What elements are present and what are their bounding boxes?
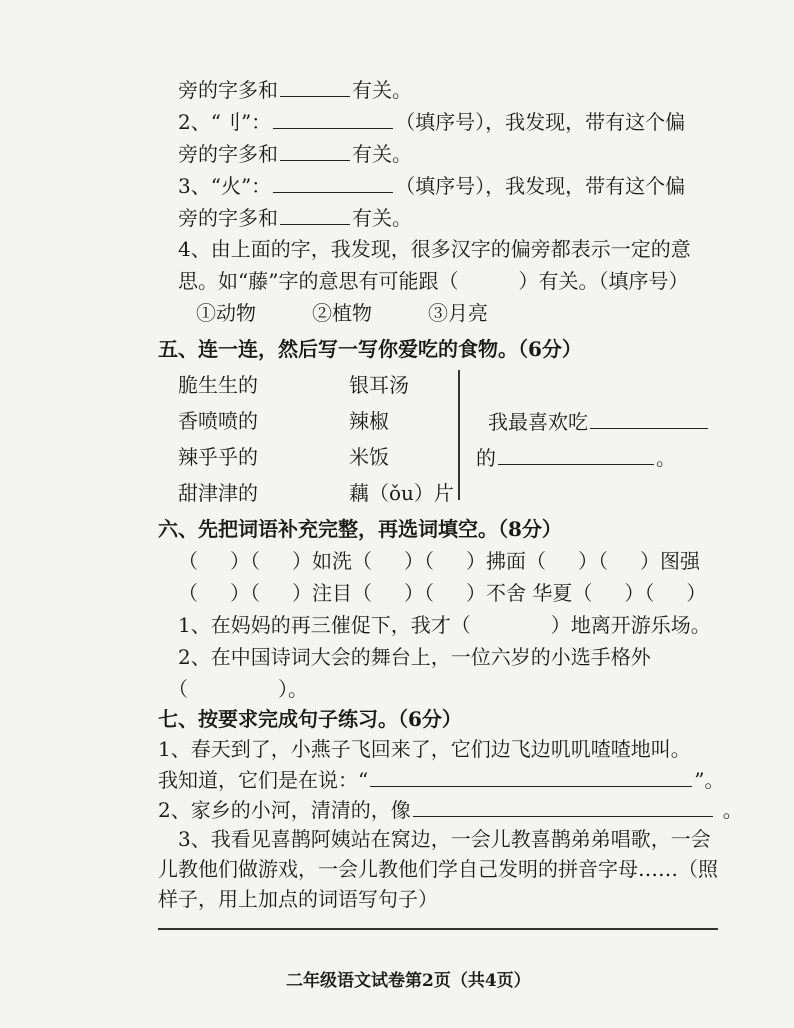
option-1: ①动物 [196, 301, 256, 325]
answer-blank[interactable] [273, 172, 393, 193]
q6-s2-c: ）。 [278, 677, 308, 701]
q4-item2-text: （填序号），我发现，带有这个偏 [395, 110, 686, 134]
q5-write-2-text: 的 [476, 446, 496, 470]
answer-blank[interactable] [590, 408, 708, 429]
q6-s1-b: ）地离开游乐场。 [550, 613, 711, 637]
q6-row2 [178, 580, 706, 606]
q4-item3-cont-text: 旁的字多和 [178, 206, 278, 230]
q6-sentence-2-cont [168, 676, 308, 702]
q7-sentence-3-cont2: 样子，用上加点的词语写句子） [158, 887, 438, 911]
option-3: ③月亮 [428, 301, 488, 325]
q5-right-2[interactable]: 辣椒 [349, 409, 389, 433]
answer-blank[interactable] [280, 140, 350, 161]
q6-s2-a: 2、在中国诗词大会的舞台上，一位六岁的小选手格外 [178, 645, 651, 669]
q4-line1-text: 旁的字多和 [178, 78, 278, 102]
answer-blank[interactable] [370, 766, 692, 787]
q5-right-1[interactable]: 银耳汤 [349, 373, 409, 397]
option-2: ②植物 [312, 301, 372, 325]
q4-item2-cont-text: 旁的字多和 [178, 142, 278, 166]
q6-r2-p: ）注目（ [292, 581, 372, 605]
q5-write-2 [476, 444, 676, 471]
q5-left-4[interactable]: 甜津津的 [178, 481, 258, 505]
q7-sentence-3: 3、我看见喜鹊阿姨站在窝边，一会儿教喜鹊弟弟唱歌，一会 [178, 827, 711, 851]
q4-item2-cont [178, 140, 412, 167]
q4-line1-end: 有关。 [352, 78, 412, 102]
answer-line[interactable] [158, 928, 718, 930]
q4-item3-text: （填序号），我发现，带有这个偏 [395, 174, 686, 198]
q5-right-3[interactable]: 米饭 [349, 445, 389, 469]
q6-r2-p: ）不舍 华夏（ [466, 581, 593, 605]
q7-s2-b: 。 [722, 798, 743, 822]
q4-item4-cont [178, 268, 688, 294]
q5-left-1[interactable]: 脆生生的 [178, 373, 258, 397]
q4-line1 [178, 76, 412, 103]
q7-sentence-1-cont [158, 766, 724, 793]
q4-item3 [178, 172, 685, 199]
q6-r1-p: ）（ [230, 549, 260, 573]
q6-r2-p: （ [178, 581, 198, 605]
q7-s1-b: 我知道，它们是在说：“ [158, 768, 369, 792]
q4-item4-cont-a: 思。如“藤”字的意思有可能跟（ [178, 269, 459, 293]
q6-sentence-1 [178, 612, 711, 638]
q6-s2-b: （ [168, 677, 188, 701]
answer-blank[interactable] [280, 76, 350, 97]
q4-item3-cont [178, 204, 412, 231]
q6-r2-p: ）（ [624, 581, 655, 605]
q4-item2-label: 2、“刂”： [178, 110, 272, 134]
q7-title: 七、按要求完成句子练习。（6分） [158, 707, 462, 731]
q5-write-1 [488, 408, 710, 435]
q4-item3-label: 3、“火”： [178, 174, 272, 198]
q6-r1-p: （ [178, 549, 198, 573]
answer-blank[interactable] [273, 108, 393, 129]
q7-sentence-1: 1、春天到了，小燕子飞回来了，它们边飞边叽叽喳喳地叫。 [158, 737, 691, 761]
q6-r2-p: ） [686, 581, 707, 605]
q6-row1 [178, 548, 700, 574]
q7-sentence-2 [158, 796, 743, 823]
answer-blank[interactable] [280, 204, 350, 225]
q4-item3-end: 有关。 [352, 206, 412, 230]
q4-item4-cont-b: ）有关。（填序号） [518, 269, 689, 293]
q5-left-2[interactable]: 香喷喷的 [178, 409, 258, 433]
q6-r1-p: ）拂面（ [466, 549, 546, 573]
q6-sentence-2 [178, 644, 651, 670]
q4-item2 [178, 108, 685, 135]
q5-title: 五、连一连，然后写一写你爱吃的食物。（6分） [158, 337, 582, 361]
q7-s1-c: ”。 [694, 768, 725, 792]
q7-s2-a: 2、家乡的小河，清清的，像 [158, 798, 411, 822]
q5-right-4[interactable]: 藕（ǒu）片 [349, 481, 454, 505]
q6-r1-p: ）图强 [640, 549, 700, 573]
q6-title: 六、先把词语补充完整，再选词填空。（8分） [158, 517, 562, 541]
q7-sentence-3-cont: 儿教他们做游戏，一会儿教他们学自己发明的拼音字母……（照 [158, 857, 718, 881]
q6-s1-a: 1、在妈妈的再三催促下，我才（ [178, 613, 471, 637]
q6-r1-p: ）如洗（ [292, 549, 372, 573]
q4-item4-text: 4、由上面的字，我发现，很多汉字的偏旁都表示一定的意 [178, 237, 691, 261]
answer-blank[interactable] [498, 444, 654, 465]
q5-divider [458, 370, 460, 500]
q6-r2-p: ）（ [404, 581, 434, 605]
q4-item4 [178, 236, 691, 262]
q5-write-2-end: 。 [656, 446, 676, 470]
q5-write-1-text: 我最喜欢吃 [488, 410, 588, 434]
q6-r2-p: ）（ [230, 581, 260, 605]
q4-options [196, 300, 488, 326]
q4-item2-end: 有关。 [352, 142, 412, 166]
q5-left-3[interactable]: 辣乎乎的 [178, 445, 258, 469]
answer-blank[interactable] [413, 796, 713, 817]
page-footer: 二年级语文试卷第2页（共4页） [286, 971, 531, 991]
q6-r1-p: ）（ [404, 549, 434, 573]
q6-r1-p: ）（ [578, 549, 608, 573]
